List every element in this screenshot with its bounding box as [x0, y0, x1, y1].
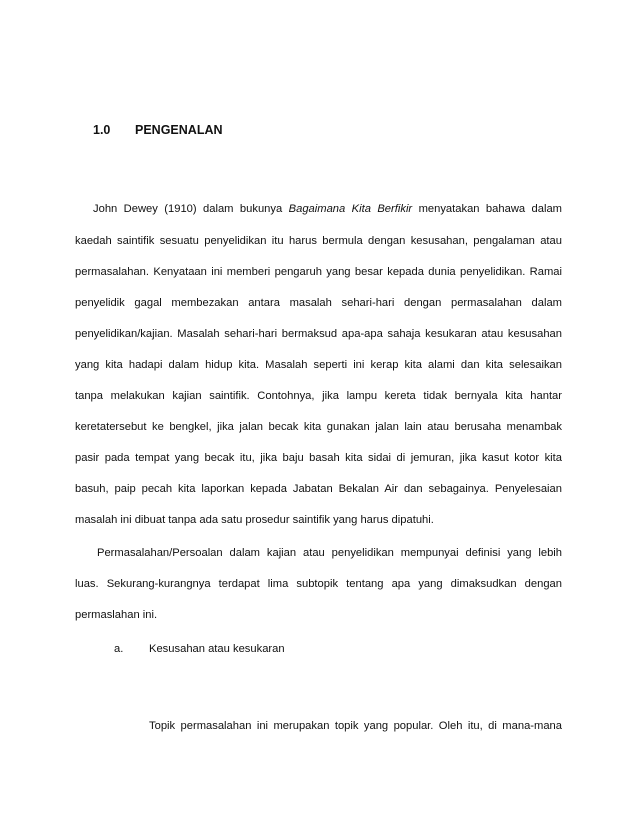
paragraph-2-line: Permasalahan/Persoalan dalam kajian atau penyelidikan mempunyai definisi yang lebih: [97, 547, 562, 559]
list-item-text: Kesusahan atau kesukaran: [149, 643, 285, 655]
section-title: PENGENALAN: [135, 123, 223, 137]
paragraph-1-line: penyelidikan/kajian. Masalah sehari-hari bermaksud apa-apa sahaja kesukaran atau kesusahan: [75, 328, 562, 340]
paragraph-1-line-1: John Dewey (1910) dalam bukunya Bagaimana Kita Berfikir menyatakan bahawa dalam: [93, 203, 563, 215]
paragraph-1-line: keretatersebut ke bengkel, jika jalan becak kita gunakan jalan lain atau berusaha menambak: [75, 421, 562, 433]
paragraph-1-line: penyelidik gagal membezakan antara masalah sehari-hari dengan permasalahan dalam: [75, 297, 562, 309]
paragraph-1-line: kaedah saintifik sesuatu penyelidikan itu harus bermula dengan kesusahan, pengalaman atau: [75, 235, 562, 247]
paragraph-2-line: permaslahan ini.: [75, 609, 158, 621]
list-item-letter: a.: [114, 643, 124, 655]
paragraph-3-line: Topik permasalahan ini merupakan topik yang popular. Oleh itu, di mana-mana: [149, 720, 562, 732]
paragraph-1-line: basuh, paip pecah kita laporkan kepada Jabatan Bekalan Air dan sebagainya. Penyelesaian: [75, 483, 562, 495]
paragraph-1-line: yang kita hadapi dalam hidup kita. Masalah seperti ini kerap kita alami dan kita selesaikan: [75, 359, 562, 371]
list-item: [114, 643, 285, 655]
paragraph-1-line: pasir pada tempat yang becak itu, jika baju basah kita sidai di jemuran, jika kasut kotor kita: [75, 452, 562, 464]
paragraph-2-line: luas. Sekurang-kurangnya terdapat lima subtopik tentang apa yang dimaksudkan dengan: [75, 578, 562, 590]
paragraph-1-line: tanpa melakukan kajian saintifik. Contohnya, jika lampu kereta tidak bernyala kita hantar: [75, 390, 562, 402]
section-heading: [93, 123, 223, 137]
paragraph-1-line: masalah ini dibuat tanpa ada satu prosedur saintifik yang harus dipatuhi.: [75, 514, 434, 526]
paragraph-1-line: permasalahan. Kenyataan ini memberi pengaruh yang besar kepada dunia penyelidikan. Ramai: [75, 266, 562, 278]
book-title: Bagaimana Kita Berfikir: [288, 203, 413, 215]
section-number: 1.0: [93, 123, 111, 137]
